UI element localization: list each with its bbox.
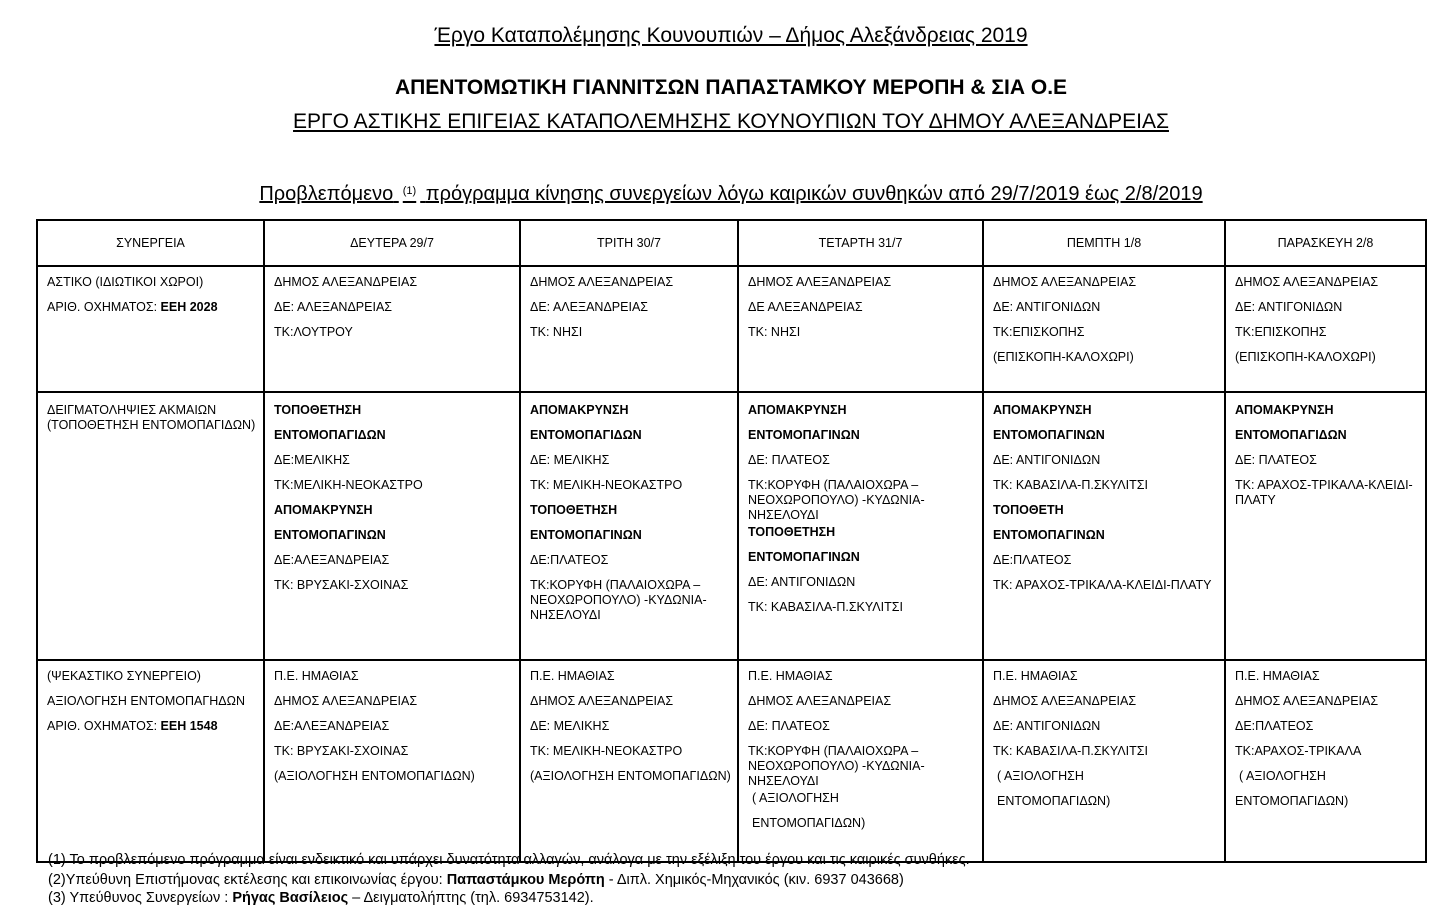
cell-line: ΤΚ: ΚΑΒΑΣΙΛΑ-Π.ΣΚΥΛΙΤΣΙ: [993, 744, 1148, 758]
cell-line: Π.Ε. ΗΜΑΘΙΑΣ: [274, 669, 359, 683]
col-header-thursday: ΠΕΜΠΤΗ 1/8: [983, 220, 1225, 266]
footnote-2-text: (2)Υπεύθυνη Επιστήμονας εκτέλεσης και επικοινωνίας έργου:: [48, 872, 447, 888]
cell-line: ΕΝΤΟΜΟΠΑΓΙΔΩΝ: [274, 428, 386, 442]
footnote-2-name: Παπαστάμκου Μερόπη: [446, 872, 605, 888]
team-name: ΔΕΙΓΜΑΤΟΛΗΨΙΕΣ ΑΚΜΑΙΩΝ (ΤΟΠΟΘΕΤΗΣΗ ΕΝΤΟΜΟΠΑΓΙΔΩΝ): [47, 403, 256, 432]
cell-line: ΔΕ: ΜΕΛΙΚΗΣ: [530, 719, 610, 733]
cell-line: ΔΗΜΟΣ ΑΛΕΞΑΝΔΡΕΙΑΣ: [748, 694, 892, 708]
cell-thu: [983, 392, 1225, 660]
cell-line: (ΕΠΙΣΚΟΠΗ-ΚΑΛΟΧΩΡΙ): [993, 350, 1134, 364]
cell-line: ΑΠΟΜΑΚΡΥΝΣΗ: [274, 503, 373, 517]
cell-line: ΤΟΠΟΘΕΤΗ: [993, 503, 1064, 517]
cell-line: ( ΑΞΙΟΛΟΓΗΣΗ: [1239, 769, 1326, 783]
cell-line: ΔΕ: ΠΛΑΤΕΟΣ: [748, 719, 830, 733]
cell-line: ΔΗΜΟΣ ΑΛΕΞΑΝΔΡΕΙΑΣ: [274, 694, 418, 708]
project-title: Έργο Καταπολέμησης Κουνουπιών – Δήμος Αλεξάνδρειας 2019: [434, 24, 1028, 47]
cell-line: ΔΗΜΟΣ ΑΛΕΞΑΝΔΡΕΙΑΣ: [530, 275, 674, 289]
team-cell-sampling: [37, 392, 264, 660]
cell-line: ΔΗΜΟΣ ΑΛΕΞΑΝΔΡΕΙΑΣ: [1235, 275, 1379, 289]
cell-line: ΕΝΤΟΜΟΠΑΓΙΔΩΝ: [530, 428, 642, 442]
cell-line: ΔΗΜΟΣ ΑΛΕΞΑΝΔΡΕΙΑΣ: [274, 275, 418, 289]
cell-tue: [520, 660, 738, 862]
cell-line: Π.Ε. ΗΜΑΘΙΑΣ: [748, 669, 833, 683]
cell-wed: [738, 660, 983, 862]
schedule-title-b: πρόγραμμα κίνησης συνεργείων λόγω καιρικών συνθηκών από 29/7/2019 έως 2/8/2019: [425, 183, 1203, 205]
cell-line: (ΑΞΙΟΛΟΓΗΣΗ ΕΝΤΟΜΟΠΑΓΙΔΩΝ): [530, 769, 731, 783]
cell-line: ΔΕ: ΑΝΤΙΓΟΝΙΔΩΝ: [993, 719, 1101, 733]
cell-line: ΔΗΜΟΣ ΑΛΕΞΑΝΔΡΕΙΑΣ: [1235, 694, 1379, 708]
cell-line: ΔΕ:ΠΛΑΤΕΟΣ: [530, 553, 609, 567]
footnote-3-text: (3) Υπεύθυνος Συνεργείων :: [48, 890, 233, 906]
schedule-footnote-ref: (1): [402, 185, 417, 197]
table-header-row: [37, 220, 1426, 266]
cell-line: ΕΝΤΟΜΟΠΑΓΙΝΩΝ: [530, 528, 642, 542]
cell-mon: [264, 392, 520, 660]
schedule-table: [36, 219, 1427, 863]
footnote-2: [48, 871, 904, 889]
cell-line: ΔΕ:ΑΛΕΞΑΝΔΡΕΙΑΣ: [274, 719, 390, 733]
cell-line: ΤΟΠΟΘΕΤΗΣΗ: [748, 525, 836, 539]
cell-line: ΔΕ: ΑΝΤΙΓΟΝΙΔΩΝ: [1235, 300, 1343, 314]
cell-line: ΔΕ: ΠΛΑΤΕΟΣ: [1235, 453, 1317, 467]
cell-wed: [738, 266, 983, 392]
col-header-tuesday: ΤΡΙΤΗ 30/7: [520, 220, 738, 266]
cell-tue: [520, 392, 738, 660]
cell-line: ΤΚ:ΕΠΙΣΚΟΠΗΣ: [1235, 325, 1327, 339]
cell-line: ΤΚ:ΑΡΑΧΟΣ-ΤΡΙΚΑΛΑ: [1235, 744, 1362, 758]
footnote-3-role: – Δειγματολήπτης (τηλ. 6934753142).: [348, 890, 594, 906]
cell-line: ΕΝΤΟΜΟΠΑΓΙΔΩΝ: [1235, 428, 1347, 442]
cell-line: ΤΚ: ΑΡΑΧΟΣ-ΤΡΙΚΑΛΑ-ΚΛΕΙΔΙ-ΠΛΑΤΥ: [1235, 478, 1413, 507]
table-row: [37, 660, 1426, 862]
col-header-wednesday: ΤΕΤΑΡΤΗ 31/7: [738, 220, 983, 266]
team-name: ΑΣΤΙΚΟ (ΙΔΙΩΤΙΚΟΙ ΧΩΡΟΙ): [47, 275, 204, 289]
cell-line: ΤΚ: ΝΗΣΙ: [530, 325, 583, 339]
cell-line: ΕΝΤΟΜΟΠΑΓΙΝΩΝ: [274, 528, 386, 542]
cell-line: ΤΚ:ΚΟΡΥΦΗ (ΠΑΛΑΙΟΧΩΡΑ – ΝΕΟΧΩΡΟΠΟΥΛΟ) -ΚΥΔΩΝΙΑ-ΝΗΣΕΛΟΥΔΙ: [530, 578, 707, 622]
schedule-title: [0, 183, 1454, 206]
cell-line: ΤΚ:ΕΠΙΣΚΟΠΗΣ: [993, 325, 1085, 339]
table-row: [37, 392, 1426, 660]
col-header-friday: ΠΑΡΑΣΚΕΥΗ 2/8: [1225, 220, 1426, 266]
cell-line: ( ΑΞΙΟΛΟΓΗΣΗ: [997, 769, 1084, 783]
footnote-3: [48, 889, 594, 907]
team-cell-urban: [37, 266, 264, 392]
cell-line: ΔΗΜΟΣ ΑΛΕΞΑΝΔΡΕΙΑΣ: [748, 275, 892, 289]
vehicle-value: ΕΕΗ 2028: [160, 300, 218, 314]
cell-line: ΔΕ: ΠΛΑΤΕΟΣ: [748, 453, 830, 467]
cell-line: ΔΕ:ΠΛΑΤΕΟΣ: [993, 553, 1072, 567]
footnote-3-name: Ρήγας Βασίλειος: [232, 890, 349, 906]
cell-fri: [1225, 392, 1426, 660]
cell-line: ΕΝΤΟΜΟΠΑΓΙΝΩΝ: [748, 428, 860, 442]
cell-line: ΔΗΜΟΣ ΑΛΕΞΑΝΔΡΕΙΑΣ: [993, 694, 1137, 708]
vehicle-number: [47, 719, 257, 734]
cell-line: ΔΕ: ΜΕΛΙΚΗΣ: [530, 453, 610, 467]
team-cell-spraying: [37, 660, 264, 862]
table-row: [37, 266, 1426, 392]
cell-line: ΕΝΤΟΜΟΠΑΓΙΔΩΝ): [997, 794, 1111, 808]
cell-line: ΔΕ ΑΛΕΞΑΝΔΡΕΙΑΣ: [748, 300, 863, 314]
cell-line: ΔΕ: ΑΝΤΙΓΟΝΙΔΩΝ: [748, 575, 856, 589]
cell-line: ΑΠΟΜΑΚΡΥΝΣΗ: [530, 403, 629, 417]
vehicle-label: ΑΡΙΘ. ΟΧΗΜΑΤΟΣ:: [47, 719, 161, 733]
cell-mon: [264, 660, 520, 862]
team-name: (ΨΕΚΑΣΤΙΚΟ ΣΥΝΕΡΓΕΙΟ): [47, 669, 201, 683]
col-header-teams: ΣΥΝΕΡΓΕΙΑ: [37, 220, 264, 266]
cell-line: Π.Ε. ΗΜΑΘΙΑΣ: [530, 669, 615, 683]
cell-line: ΤΟΠΟΘΕΤΗΣΗ: [274, 403, 362, 417]
vehicle-number: [47, 300, 257, 315]
cell-line: ΤΚ:ΜΕΛΙΚΗ-ΝΕΟΚΑΣΤΡΟ: [274, 478, 423, 492]
vehicle-label: ΑΡΙΘ. ΟΧΗΜΑΤΟΣ:: [47, 300, 161, 314]
cell-line: ΔΕ: ΑΝΤΙΓΟΝΙΔΩΝ: [993, 453, 1101, 467]
cell-line: ( ΑΞΙΟΛΟΓΗΣΗ: [752, 791, 839, 805]
cell-line: ΔΕ:ΑΛΕΞΑΝΔΡΕΙΑΣ: [274, 553, 390, 567]
cell-line: ΤΚ: ΚΑΒΑΣΙΛΑ-Π.ΣΚΥΛΙΤΣΙ: [748, 600, 903, 614]
cell-line: ΔΕ: ΑΛΕΞΑΝΔΡΕΙΑΣ: [274, 300, 393, 314]
cell-line: ΤΚ:ΛΟΥΤΡΟΥ: [274, 325, 353, 339]
project-name: ΕΡΓΟ ΑΣΤΙΚΗΣ ΕΠΙΓΕΙΑΣ ΚΑΤΑΠΟΛΕΜΗΣΗΣ ΚΟΥΝΟΥΠΙΩΝ ΤΟΥ ΔΗΜΟΥ ΑΛΕΞΑΝΔΡΕΙΑΣ: [293, 110, 1169, 133]
cell-line: ΤΚ:ΚΟΡΥΦΗ (ΠΑΛΑΙΟΧΩΡΑ – ΝΕΟΧΩΡΟΠΟΥΛΟ) -ΚΥΔΩΝΙΑ-ΝΗΣΕΛΟΥΔΙ: [748, 478, 925, 522]
cell-line: ΔΕ: ΑΝΤΙΓΟΝΙΔΩΝ: [993, 300, 1101, 314]
cell-fri: [1225, 660, 1426, 862]
cell-line: ΕΝΤΟΜΟΠΑΓΙΝΩΝ: [748, 550, 860, 564]
team-task: ΑΞΙΟΛΟΓΗΣΗ ΕΝΤΟΜΟΠΑΓΗΔΩΝ: [47, 694, 246, 708]
cell-line: ΤΚ: ΑΡΑΧΟΣ-ΤΡΙΚΑΛΑ-ΚΛΕΙΔΙ-ΠΛΑΤΥ: [993, 578, 1212, 592]
cell-line: ΔΕ:ΠΛΑΤΕΟΣ: [1235, 719, 1314, 733]
cell-thu: [983, 660, 1225, 862]
cell-line: ΔΕ:ΜΕΛΙΚΗΣ: [274, 453, 350, 467]
cell-line: ΤΚ: ΜΕΛΙΚΗ-ΝΕΟΚΑΣΤΡΟ: [530, 744, 683, 758]
cell-mon: [264, 266, 520, 392]
vehicle-value: ΕΕΗ 1548: [160, 719, 218, 733]
cell-line: ΕΝΤΟΜΟΠΑΓΙΔΩΝ): [752, 816, 866, 830]
cell-line: ΕΝΤΟΜΟΠΑΓΙΝΩΝ: [993, 528, 1105, 542]
cell-fri: [1225, 266, 1426, 392]
cell-line: (ΕΠΙΣΚΟΠΗ-ΚΑΛΟΧΩΡΙ): [1235, 350, 1376, 364]
cell-line: ΑΠΟΜΑΚΡΥΝΣΗ: [1235, 403, 1334, 417]
schedule-title-a: Προβλεπόμενο: [259, 183, 394, 205]
cell-line: ΔΗΜΟΣ ΑΛΕΞΑΝΔΡΕΙΑΣ: [530, 694, 674, 708]
cell-line: ΤΚ: ΒΡΥΣΑΚΙ-ΣΧΟΙΝΑΣ: [274, 744, 409, 758]
cell-line: ΔΕ: ΑΛΕΞΑΝΔΡΕΙΑΣ: [530, 300, 649, 314]
footnote-2-role: - Διπλ. Χημικός-Μηχανικός (κιν. 6937 043668): [604, 872, 904, 888]
cell-line: ΤΚ: ΜΕΛΙΚΗ-ΝΕΟΚΑΣΤΡΟ: [530, 478, 683, 492]
cell-line: ΤΚ: ΚΑΒΑΣΙΛΑ-Π.ΣΚΥΛΙΤΣΙ: [993, 478, 1148, 492]
cell-line: ΤΚ:ΚΟΡΥΦΗ (ΠΑΛΑΙΟΧΩΡΑ – ΝΕΟΧΩΡΟΠΟΥΛΟ) -ΚΥΔΩΝΙΑ-ΝΗΣΕΛΟΥΔΙ: [748, 744, 925, 788]
cell-line: ΤΚ: ΒΡΥΣΑΚΙ-ΣΧΟΙΝΑΣ: [274, 578, 409, 592]
cell-tue: [520, 266, 738, 392]
cell-line: ΑΠΟΜΑΚΡΥΝΣΗ: [993, 403, 1092, 417]
cell-line: ΕΝΤΟΜΟΠΑΓΙΝΩΝ: [993, 428, 1105, 442]
company-name: ΑΠΕΝΤΟΜΩΤΙΚΗ ΓΙΑΝΝΙΤΣΩΝ ΠΑΠΑΣΤΑΜΚΟΥ ΜΕΡΟΠΗ & ΣΙΑ Ο.Ε: [394, 76, 1068, 99]
cell-line: ΑΠΟΜΑΚΡΥΝΣΗ: [748, 403, 847, 417]
cell-line: ΕΝΤΟΜΟΠΑΓΙΔΩΝ): [1235, 794, 1349, 808]
col-header-monday: ΔΕΥΤΕΡΑ 29/7: [264, 220, 520, 266]
cell-line: ΤΚ: ΝΗΣΙ: [748, 325, 801, 339]
cell-line: Π.Ε. ΗΜΑΘΙΑΣ: [993, 669, 1078, 683]
cell-line: Π.Ε. ΗΜΑΘΙΑΣ: [1235, 669, 1320, 683]
cell-wed: [738, 392, 983, 660]
footnote-1: (1) Το προβλεπόμενο πρόγραμμα είναι ενδεικτικό και υπάρχει δυνατότητα αλλαγών, ανάλογα με την εξέλιξη του έργου και τις καιρικές συνθήκες.: [48, 852, 970, 868]
cell-line: ΤΟΠΟΘΕΤΗΣΗ: [530, 503, 618, 517]
cell-line: (ΑΞΙΟΛΟΓΗΣΗ ΕΝΤΟΜΟΠΑΓΙΔΩΝ): [274, 769, 475, 783]
cell-line: ΔΗΜΟΣ ΑΛΕΞΑΝΔΡΕΙΑΣ: [993, 275, 1137, 289]
cell-thu: [983, 266, 1225, 392]
